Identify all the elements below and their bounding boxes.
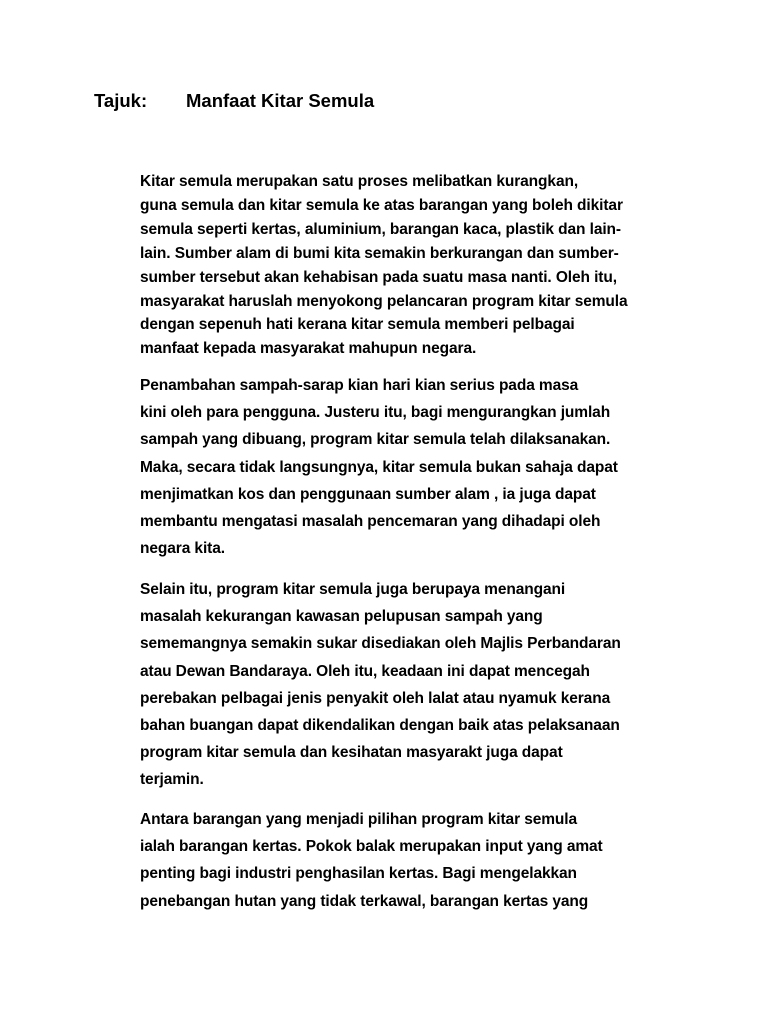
paragraph-line: Kitar semula merupakan satu proses melibatkan kurangkan, xyxy=(140,173,579,190)
paragraph-line: bahan buangan dapat dikendalikan dengan baik atas pelaksanaan xyxy=(140,717,620,735)
paragraph-line: penting bagi industri penghasilan kertas. Bagi mengelakkan xyxy=(140,865,577,883)
title-label: Tajuk: xyxy=(94,90,148,111)
paragraph-line: Selain itu, program kitar semula juga berupaya menangani xyxy=(140,581,566,598)
paragraph-line: lain. Sumber alam di bumi kita semakin berkurangan dan sumber- xyxy=(140,244,619,262)
paragraph-line: sampah yang dibuang, program kitar semula telah dilaksanakan. xyxy=(140,431,611,449)
paragraph-1 xyxy=(94,170,676,361)
paragraph-line: atau Dewan Bandaraya. Oleh itu, keadaan ini dapat mencegah xyxy=(140,662,590,680)
paragraph-line: Maka, secara tidak langsungnya, kitar semula bukan sahaja dapat xyxy=(140,458,618,476)
title-text: Manfaat Kitar Semula xyxy=(186,90,375,111)
paragraph-line: sememangnya semakin sukar disediakan oleh Majlis Perbandaran xyxy=(140,635,621,653)
paragraph-line: perebakan pelbagai jenis penyakit oleh lalat atau nyamuk kerana xyxy=(140,689,611,707)
paragraph-line: program kitar semula dan kesihatan masyarakt juga dapat xyxy=(140,744,563,762)
paragraph-line: sumber tersebut akan kehabisan pada suatu masa nanti. Oleh itu, xyxy=(140,268,617,286)
document-title xyxy=(94,89,374,113)
paragraph-line: masalah kekurangan kawasan pelupusan sampah yang xyxy=(140,608,543,626)
paragraph-4 xyxy=(94,806,676,915)
paragraph-line: terjamin. xyxy=(140,771,204,789)
paragraph-line: penebangan hutan yang tidak terkawal, barangan kertas yang xyxy=(140,892,589,910)
paragraph-line: negara kita. xyxy=(140,540,225,558)
paragraph-line: ialah barangan kertas. Pokok balak merupakan input yang amat xyxy=(140,838,603,856)
paragraph-line: dengan sepenuh hati kerana kitar semula memberi pelbagai xyxy=(140,316,575,334)
paragraph-line: membantu mengatasi masalah pencemaran yang dihadapi oleh xyxy=(140,513,601,531)
paragraph-line: Antara barangan yang menjadi pilihan program kitar semula xyxy=(140,811,578,828)
paragraph-line: kini oleh para pengguna. Justeru itu, bagi mengurangkan jumlah xyxy=(140,404,611,422)
paragraph-line: manfaat kepada masyarakat mahupun negara. xyxy=(140,340,477,358)
paragraph-line: guna semula dan kitar semula ke atas barangan yang boleh dikitar xyxy=(140,196,623,214)
paragraph-2 xyxy=(94,372,676,562)
paragraph-3 xyxy=(94,576,676,794)
paragraph-line: semula seperti kertas, aluminium, barangan kaca, plastik dan lain- xyxy=(140,220,621,238)
paragraph-line: Penambahan sampah-sarap kian hari kian serius pada masa xyxy=(140,377,579,394)
paragraph-line: masyarakat haruslah menyokong pelancaran program kitar semula xyxy=(140,292,628,310)
paragraph-line: menjimatkan kos dan penggunaan sumber alam , ia juga dapat xyxy=(140,485,596,503)
